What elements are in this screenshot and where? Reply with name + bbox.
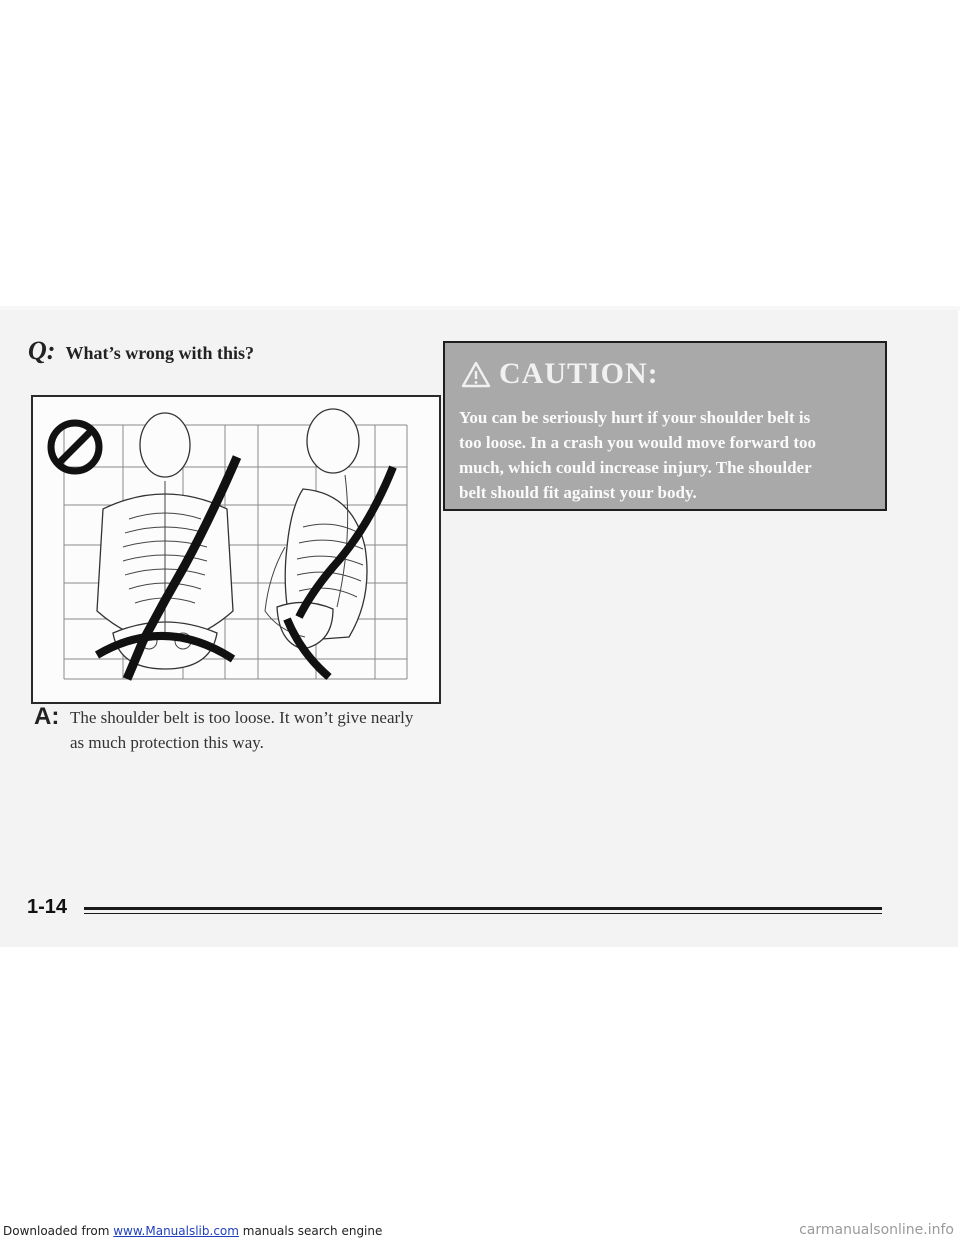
caution-text — [459, 405, 879, 505]
caution-line-2: too loose. In a crash you would move forward too — [459, 433, 816, 452]
seatbelt-illustration — [31, 395, 441, 704]
page-number: 1-14 — [27, 896, 68, 918]
source-bar — [3, 1224, 382, 1238]
prohibited-icon — [51, 423, 99, 471]
answer-line-1: The shoulder belt is too loose. It won’t give nearly — [70, 708, 414, 727]
answer-line-2: as much protection this way. — [70, 733, 264, 752]
question-mark-label: Q: — [28, 336, 56, 365]
question — [28, 336, 254, 366]
caution-line-3: much, which could increase injury. The shoulder — [459, 458, 812, 477]
caution-line-1: You can be seriously hurt if your shoulder belt is — [459, 408, 811, 427]
source-prefix: Downloaded from — [3, 1224, 114, 1238]
warning-triangle-icon — [461, 360, 491, 388]
caution-title: CAUTION: — [499, 357, 659, 390]
caution-box — [443, 341, 887, 511]
caution-line-4: belt should fit against your body. — [459, 483, 697, 502]
illustration-drawing — [33, 397, 439, 702]
footer-rule — [84, 907, 882, 910]
source-suffix: manuals search engine — [238, 1224, 383, 1238]
answer-mark-label: A: — [34, 703, 60, 730]
footer-rule-thin — [84, 913, 882, 914]
watermark: carmanualsonline.info — [799, 1222, 954, 1238]
question-text: What’s wrong with this? — [65, 343, 254, 363]
manualslib-link[interactable]: www.Manualslib.com — [113, 1224, 239, 1238]
caution-header — [461, 357, 659, 391]
